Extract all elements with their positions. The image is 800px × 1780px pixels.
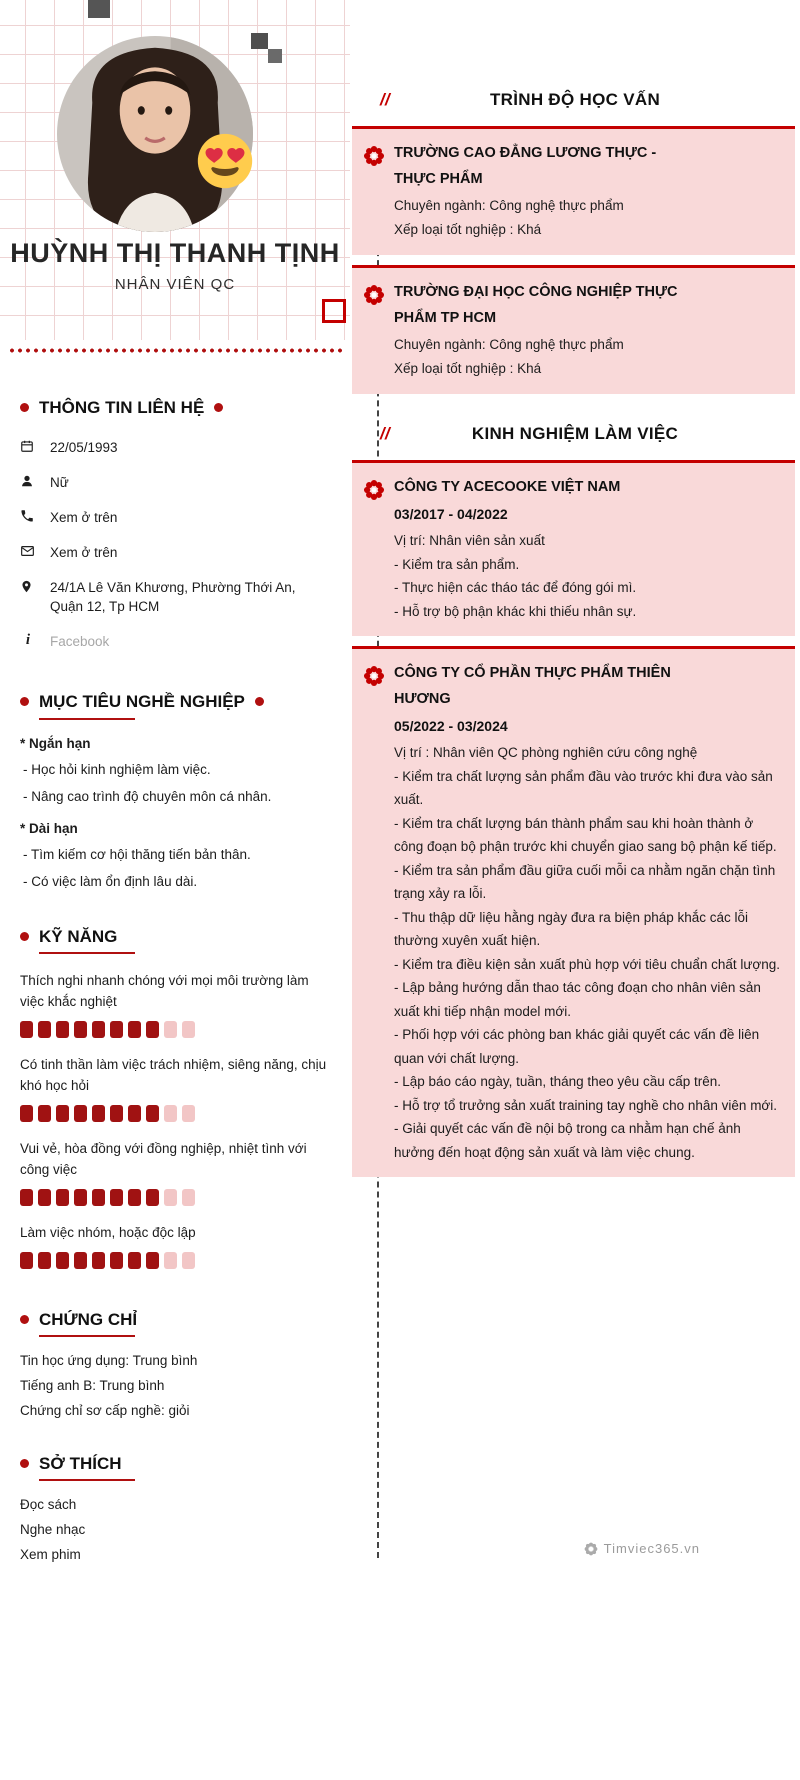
objective-group-label: * Dài hạn	[20, 820, 78, 836]
rating-segment	[164, 1189, 177, 1206]
candidate-name: HUỲNH THỊ THANH TỊNH	[10, 238, 340, 268]
education-detail: Xếp loại tốt nghiệp : Khá	[394, 361, 542, 376]
objective-item: - Tìm kiếm cơ hội thăng tiến bản thân.	[23, 846, 251, 862]
skills-heading-label: KỸ NĂNG	[39, 926, 118, 946]
flower-icon	[363, 479, 385, 501]
person-icon	[20, 474, 36, 488]
rating-segment	[110, 1252, 123, 1269]
rating-segment	[182, 1105, 195, 1122]
heart-eyes-emoji-sticker	[196, 132, 254, 190]
objective-items	[20, 761, 332, 805]
hobbies-list	[20, 1497, 332, 1563]
experience-entry	[352, 460, 795, 636]
education-detail: Chuyên ngành: Công nghệ thực phẩm	[394, 337, 624, 352]
decor-square	[88, 0, 110, 18]
bullet-dot-icon	[255, 697, 264, 706]
rating-segment	[20, 1252, 33, 1269]
rating-segment	[110, 1189, 123, 1206]
objective-group-label: * Ngắn hạn	[20, 735, 91, 751]
experience-detail: - Phối hợp với các phòng ban khác giải quyết các vấn đề liên quan với chất lượng.	[394, 1027, 760, 1066]
location-icon	[20, 579, 36, 594]
flower-icon	[363, 145, 385, 167]
certificate-item: Tiếng anh B: Trung bình	[20, 1378, 165, 1393]
skill-rating-bar	[20, 1021, 332, 1038]
objective-items	[20, 846, 332, 890]
education-heading-label: TRÌNH ĐỘ HỌC VẤN	[489, 90, 661, 109]
experience-detail: - Thu thập dữ liệu hằng ngày đưa ra biện pháp khắc các lỗi thường xuyên xuất hiện.	[394, 909, 749, 948]
rating-segment	[20, 1189, 33, 1206]
rating-segment	[110, 1021, 123, 1038]
experience-detail: - Kiểm tra chất lượng sản phẩm đầu vào trước khi đưa vào sản xuất.	[394, 768, 773, 807]
rating-segment	[182, 1189, 195, 1206]
experience-detail: - Kiểm tra điều kiện sản xuất phù hợp với tiêu chuẩn chất lượng.	[394, 956, 781, 972]
hobbies-section	[20, 1453, 332, 1563]
hobbies-heading	[20, 1453, 332, 1474]
rating-segment	[128, 1189, 141, 1206]
hobby-item: Xem phim	[20, 1547, 81, 1563]
rating-segment	[74, 1105, 87, 1122]
certificates-heading	[20, 1309, 332, 1330]
rating-segment	[182, 1252, 195, 1269]
facebook-link[interactable]: Facebook	[50, 634, 110, 650]
skill-item	[20, 970, 332, 1038]
birthday-value: 22/05/1993	[50, 440, 118, 456]
education-detail: Chuyên ngành: Công nghệ thực phẩm	[394, 198, 624, 213]
objective-item: - Có việc làm ổn định lâu dài.	[23, 873, 198, 889]
rating-segment	[56, 1105, 69, 1122]
rating-segment	[92, 1021, 105, 1038]
bullet-dot-icon	[20, 697, 29, 706]
experience-entry	[352, 646, 795, 1177]
experience-detail: - Kiểm tra sản phẩm.	[394, 556, 520, 572]
education-entry	[352, 265, 795, 394]
experience-detail: Vị trí : Nhân viên QC phòng nghiên cứu công nghệ	[394, 745, 698, 760]
education-entry	[352, 126, 795, 255]
rating-segment	[110, 1105, 123, 1122]
contact-heading	[20, 397, 332, 418]
skills-heading	[20, 926, 332, 947]
certificate-item: Tin học ứng dụng: Trung bình	[20, 1353, 198, 1368]
skill-rating-bar	[20, 1252, 332, 1269]
photo-grid-background	[0, 0, 350, 340]
double-slash-accent: //	[380, 90, 391, 109]
rating-segment	[164, 1105, 177, 1122]
rating-segment	[56, 1252, 69, 1269]
objective-item: - Học hỏi kinh nghiệm làm việc.	[23, 761, 211, 777]
contact-item-phone	[20, 508, 332, 527]
phone-value: Xem ở trên	[50, 510, 118, 526]
right-column	[350, 0, 800, 1780]
dotted-divider	[8, 348, 342, 353]
rating-segment	[146, 1252, 159, 1269]
candidate-job-title: NHÂN VIÊN QC	[114, 276, 236, 293]
employment-period: 03/2017 - 04/2022	[394, 506, 508, 522]
skill-text: Có tinh thần làm việc trách nhiệm, siêng năng, chịu khó học hỏi	[20, 1056, 327, 1093]
decor-square	[322, 299, 346, 323]
left-column	[0, 0, 350, 1572]
email-icon	[20, 544, 36, 558]
rating-segment	[38, 1252, 51, 1269]
info-icon: i	[25, 632, 31, 649]
experience-detail: - Kiểm tra chất lượng bán thành phẩm sau khi hoàn thành ở công đoạn bộ phận trước khi chuyển giao sang bộ phận kế tiếp.	[394, 815, 777, 854]
decor-square	[251, 33, 268, 49]
skill-item	[20, 1222, 332, 1269]
skill-item	[20, 1054, 332, 1122]
skill-rating-bar	[20, 1189, 332, 1206]
email-value: Xem ở trên	[50, 545, 118, 561]
experience-detail: - Lập báo cáo ngày, tuần, tháng theo yêu cầu cấp trên.	[394, 1074, 721, 1089]
rating-segment	[20, 1021, 33, 1038]
heading-underline	[39, 718, 135, 720]
heading-underline	[39, 952, 135, 954]
hobbies-heading-label: SỞ THÍCH	[39, 1454, 122, 1473]
rating-segment	[92, 1105, 105, 1122]
rating-segment	[92, 1252, 105, 1269]
rating-segment	[38, 1105, 51, 1122]
contact-section	[20, 397, 332, 651]
education-details	[394, 333, 783, 381]
heading-underline	[39, 1335, 135, 1337]
decor-square	[268, 49, 282, 63]
rating-segment	[146, 1189, 159, 1206]
certificate-item: Chứng chỉ sơ cấp nghề: giỏi	[20, 1403, 190, 1418]
rating-segment	[164, 1021, 177, 1038]
calendar-icon	[20, 439, 36, 453]
left-sections	[0, 397, 350, 1563]
rating-segment	[74, 1189, 87, 1206]
experience-detail: - Thực hiện các tháo tác để đóng gói mì.	[394, 580, 637, 595]
objective-section	[20, 691, 332, 889]
rating-segment	[74, 1021, 87, 1038]
rating-segment	[146, 1105, 159, 1122]
contact-item-birthday	[20, 438, 332, 457]
contact-list	[20, 438, 332, 651]
hobby-item: Đọc sách	[20, 1497, 77, 1513]
certificates-section	[20, 1309, 332, 1419]
rating-segment	[38, 1021, 51, 1038]
rating-segment	[128, 1021, 141, 1038]
company-name: CÔNG TY ACECOOKE VIỆT NAM	[394, 479, 621, 495]
bullet-dot-icon	[20, 403, 29, 412]
experience-detail: - Hỗ trợ tổ trưởng sản xuất training tay nghề cho nhân viên mới.	[394, 1097, 778, 1113]
experience-heading-label: KINH NGHIỆM LÀM VIỆC	[471, 424, 679, 443]
bullet-dot-icon	[214, 403, 223, 412]
bullet-dot-icon	[20, 1459, 29, 1468]
objective-heading	[20, 691, 332, 712]
flower-icon	[363, 284, 385, 306]
footer-watermark	[584, 1541, 700, 1556]
skill-rating-bar	[20, 1105, 332, 1122]
rating-segment	[92, 1189, 105, 1206]
rating-segment	[128, 1252, 141, 1269]
skill-text: Vui vẻ, hòa đồng với đồng nghiệp, nhiệt tình với công việc	[20, 1140, 307, 1177]
flower-icon	[363, 665, 385, 687]
heading-underline	[39, 1479, 135, 1481]
experience-details	[394, 741, 783, 1164]
bullet-dot-icon	[20, 932, 29, 941]
rating-segment	[56, 1189, 69, 1206]
experience-detail: - Hỗ trợ bộ phận khác khi thiếu nhân sự.	[394, 603, 637, 619]
skill-text: Thích nghi nhanh chóng với mọi môi trường làm việc khắc nghiệt	[20, 972, 309, 1009]
skills-section	[20, 926, 332, 1269]
rating-segment	[128, 1105, 141, 1122]
bullet-dot-icon	[20, 1315, 29, 1324]
contact-heading-label: THÔNG TIN LIÊN HỆ	[39, 398, 205, 417]
rating-segment	[164, 1252, 177, 1269]
gender-value: Nữ	[50, 475, 69, 491]
school-name: TRƯỜNG ĐẠI HỌC CÔNG NGHIỆP THỰC PHẨM TP HCM	[394, 284, 678, 326]
rating-segment	[20, 1105, 33, 1122]
education-details	[394, 194, 783, 242]
contact-item-email	[20, 543, 332, 562]
hobby-item: Nghe nhạc	[20, 1522, 86, 1538]
experience-detail: - Lập bảng hướng dẫn thao tác công đoạn cho nhân viên sản xuất khi tiếp nhận model mới.	[394, 980, 761, 1019]
address-value: 24/1A Lê Văn Khương, Phường Thới An, Quận 12, Tp HCM	[50, 580, 296, 615]
rating-segment	[56, 1021, 69, 1038]
school-name: TRƯỜNG CAO ĐẲNG LƯƠNG THỰC - THỰC PHẨM	[394, 145, 657, 187]
experience-detail: - Kiểm tra sản phẩm đầu giữa cuối mỗi ca nhằm ngăn chặn tình trạng xảy ra lỗi.	[394, 862, 776, 901]
experience-heading	[350, 424, 800, 444]
education-detail: Xếp loại tốt nghiệp : Khá	[394, 222, 542, 237]
skill-text: Làm việc nhóm, hoặc độc lập	[20, 1224, 196, 1240]
contact-item-gender	[20, 473, 332, 492]
rating-segment	[146, 1021, 159, 1038]
skill-item	[20, 1138, 332, 1206]
rating-segment	[38, 1189, 51, 1206]
experience-details	[394, 529, 783, 623]
experience-detail: Vị trí: Nhân viên sản xuất	[394, 533, 545, 548]
company-name: CÔNG TY CỔ PHẦN THỰC PHẨM THIÊN HƯƠNG	[394, 665, 671, 707]
rating-segment	[74, 1252, 87, 1269]
experience-detail: - Giải quyết các vấn đề nội bộ trong ca nhằm hạn chế ảnh hưởng đến hoạt động sản xuất và làm việc chung.	[394, 1121, 741, 1160]
objective-heading-label: MỤC TIÊU NGHỀ NGHIỆP	[39, 692, 245, 712]
employment-period: 05/2022 - 03/2024	[394, 718, 508, 734]
education-heading	[350, 90, 800, 110]
objective-item: - Nâng cao trình độ chuyên môn cá nhân.	[23, 788, 272, 804]
flower-icon	[584, 1542, 598, 1556]
double-slash-accent: //	[380, 424, 391, 443]
contact-item-facebook	[20, 632, 332, 651]
footer-brand: Timviec365.vn	[603, 1541, 700, 1556]
phone-icon	[20, 509, 36, 523]
certificates-heading-label: CHỨNG CHỈ	[39, 1309, 138, 1329]
certificates-list	[20, 1353, 332, 1419]
rating-segment	[182, 1021, 195, 1038]
contact-item-address	[20, 578, 332, 616]
